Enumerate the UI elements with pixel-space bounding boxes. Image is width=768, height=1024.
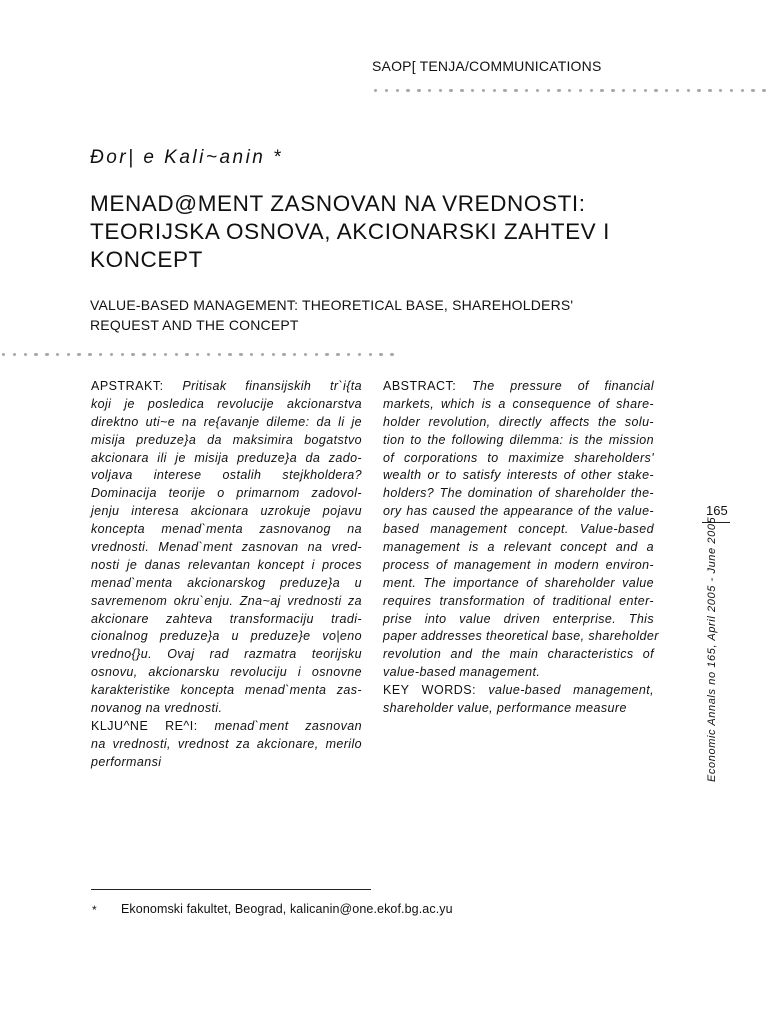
text-line: karakteristike koncepta menad`menta zas-: [91, 683, 362, 698]
section-label: SAOP[ TENJA/COMMUNICATIONS: [372, 58, 602, 74]
separator-dot: [67, 353, 70, 356]
separator-dot: [547, 89, 550, 92]
separator-dot: [164, 353, 167, 356]
text-line: based management concept. Value-based: [383, 522, 654, 537]
text-line: akcionare zahteva transformaciju tradi-: [91, 611, 362, 626]
abstract-body-lines: [383, 396, 659, 682]
keywords-first: menad`ment zasnovan: [214, 718, 362, 733]
separator-dot: [390, 353, 393, 356]
separator-dot: [730, 89, 733, 92]
text-line: direktno uti~e na re{avanje dileme: da li je: [91, 414, 362, 429]
separator-dot: [439, 89, 442, 92]
text-line: voljava interese ostalih stejkholdera?: [91, 468, 362, 483]
separator-dot: [611, 89, 614, 92]
separator-dot: [131, 353, 134, 356]
separator-dot: [385, 89, 388, 92]
separator-dot: [175, 353, 178, 356]
separator-dot: [379, 353, 382, 356]
separator-dot: [579, 89, 582, 92]
separator-dot: [24, 353, 27, 356]
footnote-mark: *: [92, 903, 97, 917]
text-line: wealth or to satisfy interests of other stake-: [383, 468, 654, 483]
title-line: TEORIJSKA OSNOVA, AKCIONARSKI ZAHTEV I: [90, 219, 610, 244]
text-line: koji je posledica revolucije akcionarstva: [91, 396, 362, 411]
separator-dot: [503, 89, 506, 92]
separator-dot: [719, 89, 722, 92]
dotted-separator-middle: [2, 353, 394, 356]
abstract-lead: APSTRAKT:: [91, 379, 164, 393]
keywords-lead: KEY WORDS:: [383, 683, 477, 698]
text-line: Dominacija teorije o primarnom zadovol-: [91, 486, 362, 501]
separator-dot: [449, 89, 452, 92]
separator-dot: [482, 89, 485, 92]
separator-dot: [557, 89, 560, 92]
separator-dot: [315, 353, 318, 356]
text-line: osnovu, akcionarsku revoluciju i osnovne: [91, 665, 362, 680]
separator-dot: [121, 353, 124, 356]
text-line: novanog na vrednosti.: [91, 701, 223, 716]
separator-dot: [34, 353, 37, 356]
text-line: value-based management.: [383, 665, 541, 680]
separator-dot: [2, 353, 5, 356]
subtitle-line: VALUE-BASED MANAGEMENT: THEORETICAL BASE, SHAREHOLDERS': [90, 297, 574, 313]
separator-dot: [13, 353, 16, 356]
separator-dot: [644, 89, 647, 92]
separator-dot: [428, 89, 431, 92]
separator-dot: [536, 89, 539, 92]
separator-dot: [622, 89, 625, 92]
separator-dot: [600, 89, 603, 92]
article-title: [90, 190, 650, 274]
abstract-line: [91, 378, 362, 396]
title-line: KONCEPT: [90, 247, 203, 272]
separator-dot: [417, 89, 420, 92]
separator-dot: [336, 353, 339, 356]
text-line: holder revolution, directly affects the solu-: [383, 414, 654, 429]
separator-dot: [293, 353, 296, 356]
text-line: menad`menta akcionarskog preduze}a u: [91, 575, 362, 590]
journal-running-head: Economic Annals no 165, April 2005 - June 2005: [706, 516, 718, 782]
separator-dot: [142, 353, 145, 356]
article-subtitle: [90, 295, 650, 335]
separator-dot: [99, 353, 102, 356]
separator-dot: [185, 353, 188, 356]
text-line: vrednosti. Menad`ment zasnovan na vred-: [91, 540, 362, 555]
separator-dot: [207, 353, 210, 356]
text-line: vredno{}u. Ovaj rad razmatra teorijsku: [91, 647, 362, 662]
footnote-text: Ekonomski fakultet, Beograd, kalicanin@one.ekof.bg.ac.yu: [121, 902, 453, 916]
separator-dot: [218, 353, 221, 356]
text-line: ory has caused the appearance of the value-: [383, 504, 654, 519]
text-line: savremenom okru`enju. Zna~aj vrednosti za: [91, 593, 362, 608]
separator-dot: [406, 89, 409, 92]
text-line: na vrednosti, vrednost za akcionare, merilo: [91, 736, 362, 751]
text-line: process of management in modern environ-: [383, 557, 654, 572]
abstract-body-lines: [91, 396, 362, 718]
text-line: holders? The domination of shareholder the-: [383, 486, 654, 501]
separator-dot: [88, 353, 91, 356]
keywords-lines: [383, 700, 654, 718]
separator-dot: [347, 353, 350, 356]
subtitle-line: REQUEST AND THE CONCEPT: [90, 317, 299, 333]
text-line: misija preduze}a da maksimira bogatstvo: [91, 432, 362, 447]
separator-dot: [110, 353, 113, 356]
separator-dot: [261, 353, 264, 356]
abstract-lead: ABSTRACT:: [383, 379, 457, 393]
separator-dot: [633, 89, 636, 92]
separator-dot: [762, 89, 765, 92]
separator-dot: [250, 353, 253, 356]
text-line: ment. The importance of shareholder value: [383, 575, 654, 590]
text-line: nosti je danas relevantan koncept i proces: [91, 557, 362, 572]
abstract-text: [91, 378, 362, 772]
abstract-first-line: Pritisak finansijskih tr`i{ta: [182, 379, 362, 393]
separator-dot: [751, 89, 754, 92]
text-line: of corporations to maximize shareholders': [383, 450, 654, 465]
text-line: jenju interesa akcionara uzrokuje pojavu: [91, 504, 362, 519]
keywords-lead: KLJU^NE RE^I:: [91, 718, 198, 733]
separator-dot: [460, 89, 463, 92]
separator-dot: [374, 89, 377, 92]
abstract-first-line: The pressure of financial: [471, 379, 654, 393]
separator-dot: [654, 89, 657, 92]
separator-dot: [568, 89, 571, 92]
abstract-english: [383, 378, 659, 718]
keywords-lines: [91, 736, 362, 772]
keywords-line: [91, 718, 362, 736]
separator-dot: [687, 89, 690, 92]
separator-dot: [741, 89, 744, 92]
separator-dot: [708, 89, 711, 92]
keywords-first: value-based management,: [488, 683, 654, 698]
separator-dot: [358, 353, 361, 356]
text-line: requires transformation of traditional enter-: [383, 593, 654, 608]
text-line: cionalnog preduze}a u preduze}e vo|eno: [91, 629, 362, 644]
separator-dot: [272, 353, 275, 356]
separator-dot: [396, 89, 399, 92]
author-name: Đor| e Kali~anin *: [90, 147, 284, 168]
separator-dot: [196, 353, 199, 356]
text-line: shareholder value, performance measure: [383, 701, 627, 716]
text-line: akcionara ili je misija preduze}a da zado-: [91, 450, 362, 465]
keywords-line: [383, 682, 654, 700]
separator-dot: [514, 89, 517, 92]
text-line: management is a relevant concept and a: [383, 540, 654, 555]
separator-dot: [77, 353, 80, 356]
separator-dot: [45, 353, 48, 356]
separator-dot: [369, 353, 372, 356]
page-number: 165: [706, 503, 728, 518]
text-line: revolution and the main characteristics of: [383, 647, 654, 662]
separator-dot: [239, 353, 242, 356]
separator-dot: [665, 89, 668, 92]
separator-dot: [493, 89, 496, 92]
text-line: performansi: [91, 754, 162, 769]
text-line: markets, which is a consequence of share-: [383, 396, 654, 411]
text-line: prise into value driven enterprise. This: [383, 611, 654, 626]
text-line: tion to the following dilemma: is the mission: [383, 432, 654, 447]
separator-dot: [153, 353, 156, 356]
separator-dot: [697, 89, 700, 92]
title-line: MENAD@MENT ZASNOVAN NA VREDNOSTI:: [90, 191, 586, 216]
separator-dot: [282, 353, 285, 356]
separator-dot: [525, 89, 528, 92]
separator-dot: [228, 353, 231, 356]
separator-dot: [676, 89, 679, 92]
text-line: paper addresses theoretical base, shareholder: [383, 629, 659, 644]
abstract-line: [383, 378, 654, 396]
separator-dot: [590, 89, 593, 92]
dotted-separator-top: [374, 89, 768, 92]
abstract-text: [383, 378, 659, 718]
separator-dot: [325, 353, 328, 356]
separator-dot: [56, 353, 59, 356]
separator-dot: [304, 353, 307, 356]
abstract-serbian: [91, 378, 362, 772]
footnote-rule: [91, 889, 371, 890]
separator-dot: [471, 89, 474, 92]
text-line: koncepta menad`menta zasnovanog na: [91, 522, 362, 537]
